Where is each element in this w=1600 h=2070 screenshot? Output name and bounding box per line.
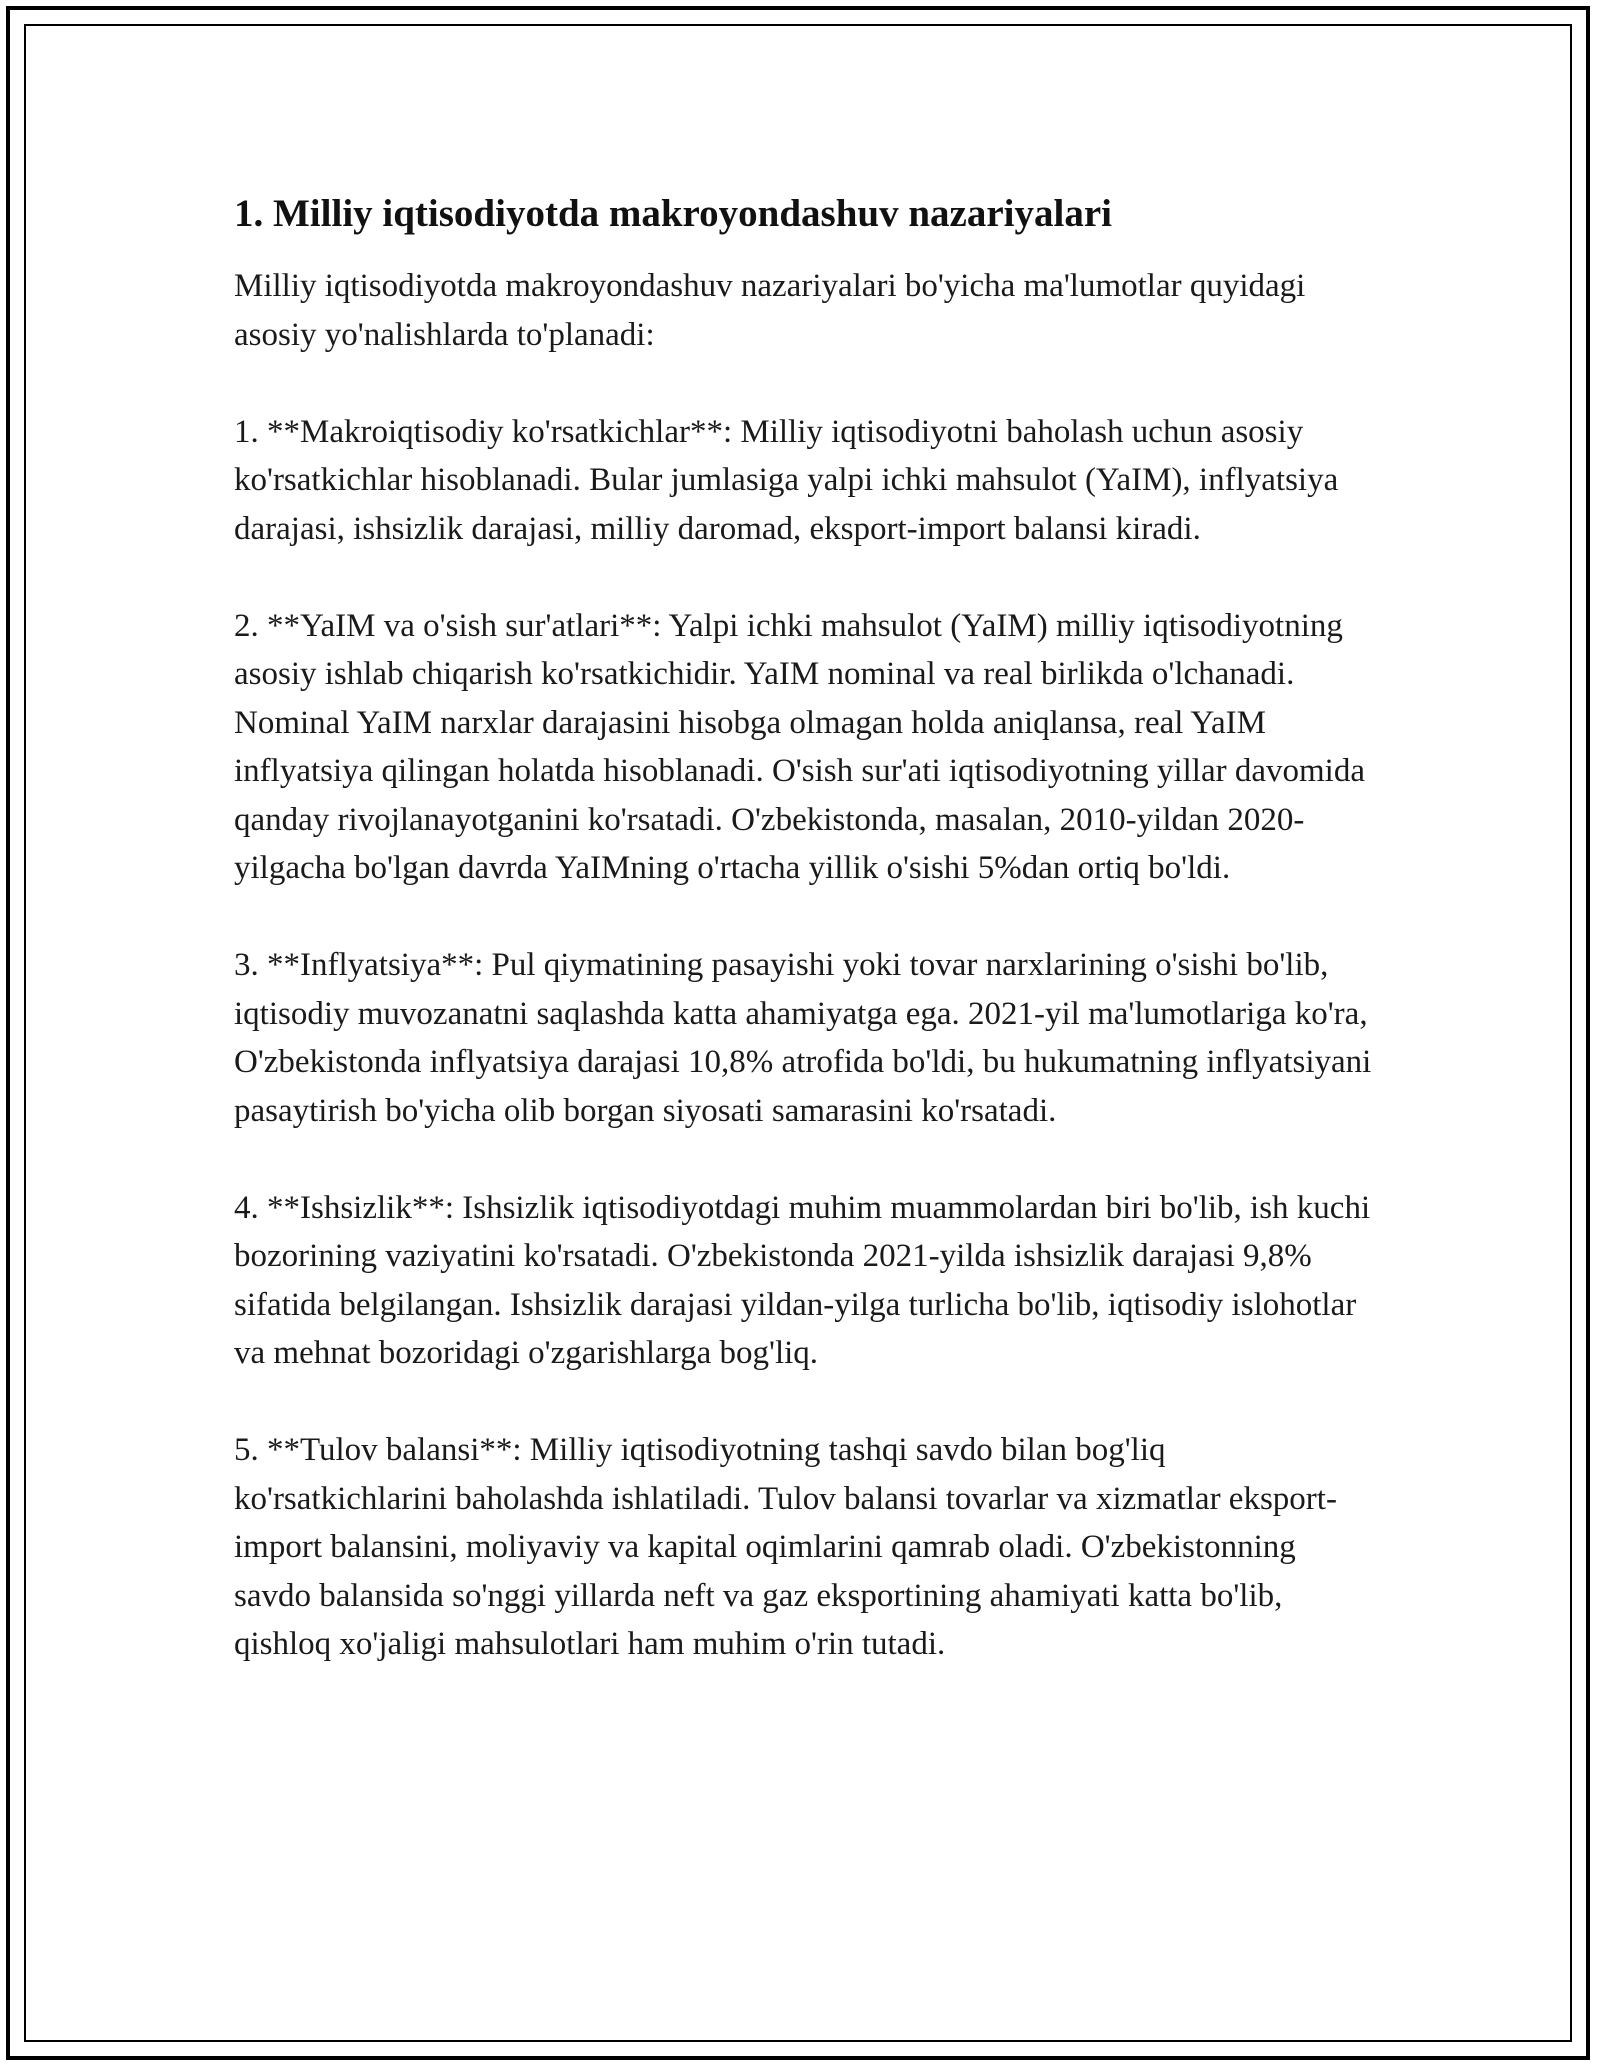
- section-heading: 1. Milliy iqtisodiyotda makroyondashuv nazariyalari: [234, 192, 1112, 235]
- document-body: [234, 186, 1374, 1717]
- paragraph-yaim: 2. **YaIM va o'sish sur'atlari**: Yalpi ichki mahsulot (YaIM) milliy iqtisodiyotning asosiy ishlab chiqarish ko'rsatkichidir. YaIM nominal va real birlikda o'lchanadi. Nominal YaIM narxlar darajasini hisobga olmagan holda aniqlansa, real YaIM inflyatsiya qilingan holatda hisoblanadi. O'sish sur'ati iqtisodiyotning yillar davomida qanday rivojlanayotganini ko'rsatadi. O'zbekistonda, masalan, 2010-yildan 2020-yilgacha bo'lgan davrda YaIMning o'rtacha yillik o'sishi 5%dan ortiq bo'ldi.: [234, 607, 1365, 886]
- paragraph-inflyatsiya: 3. **Inflyatsiya**: Pul qiymatining pasayishi yoki tovar narxlarining o'sishi bo'lib, iqtisodiy muvozanatni saqlashda katta ahamiyatga ega. 2021-yil ma'lumotlariga ko'ra, O'zbekistonda inflyatsiya darajasi 10,8% atrofida bo'ldi, bu hukumatning inflyatsiyani pasaytirish bo'yicha olib borgan siyosati samarasini ko'rsatadi.: [234, 947, 1372, 1129]
- intro-paragraph: Milliy iqtisodiyotda makroyondashuv nazariyalari bo'yicha ma'lumotlar quyidagi asosiy yo'nalishlarda to'planadi:: [234, 268, 1306, 353]
- paragraph-ishsizlik: 4. **Ishsizlik**: Ishsizlik iqtisodiyotdagi muhim muammolardan biri bo'lib, ish kuchi bozorining vaziyatini ko'rsatadi. O'zbekistonda 2021-yilda ishsizlik darajasi 9,8% sifatida belgilangan. Ishsizlik darajasi yildan-yilga turlicha bo'lib, iqtisodiy islohotlar va mehnat bozoridagi o'zgarishlarga bog'liq.: [234, 1189, 1371, 1371]
- paragraph-tulov-balansi: 5. **Tulov balansi**: Milliy iqtisodiyotning tashqi savdo bilan bog'liq ko'rsatkichlarini baholashda ishlatiladi. Tulov balansi tovarlar va xizmatlar eksport-import balansini, moliyaviy va kapital oqimlarini qamrab oladi. O'zbekistonning savdo balansida so'nggi yillarda neft va gaz eksportining ahamiyati katta bo'lib, qishloq xo'jaligi mahsulotlari ham muhim o'rin tutadi.: [234, 1432, 1337, 1662]
- paragraph-makroiqtisodiy: 1. **Makroiqtisodiy ko'rsatkichlar**: Milliy iqtisodiyotni baholash uchun asosiy ko'rsatkichlar hisoblanadi. Bular jumlasiga yalpi ichki mahsulot (YaIM), inflyatsiya darajasi, ishsizlik darajasi, milliy daromad, eksport-import balansi kiradi.: [234, 413, 1339, 547]
